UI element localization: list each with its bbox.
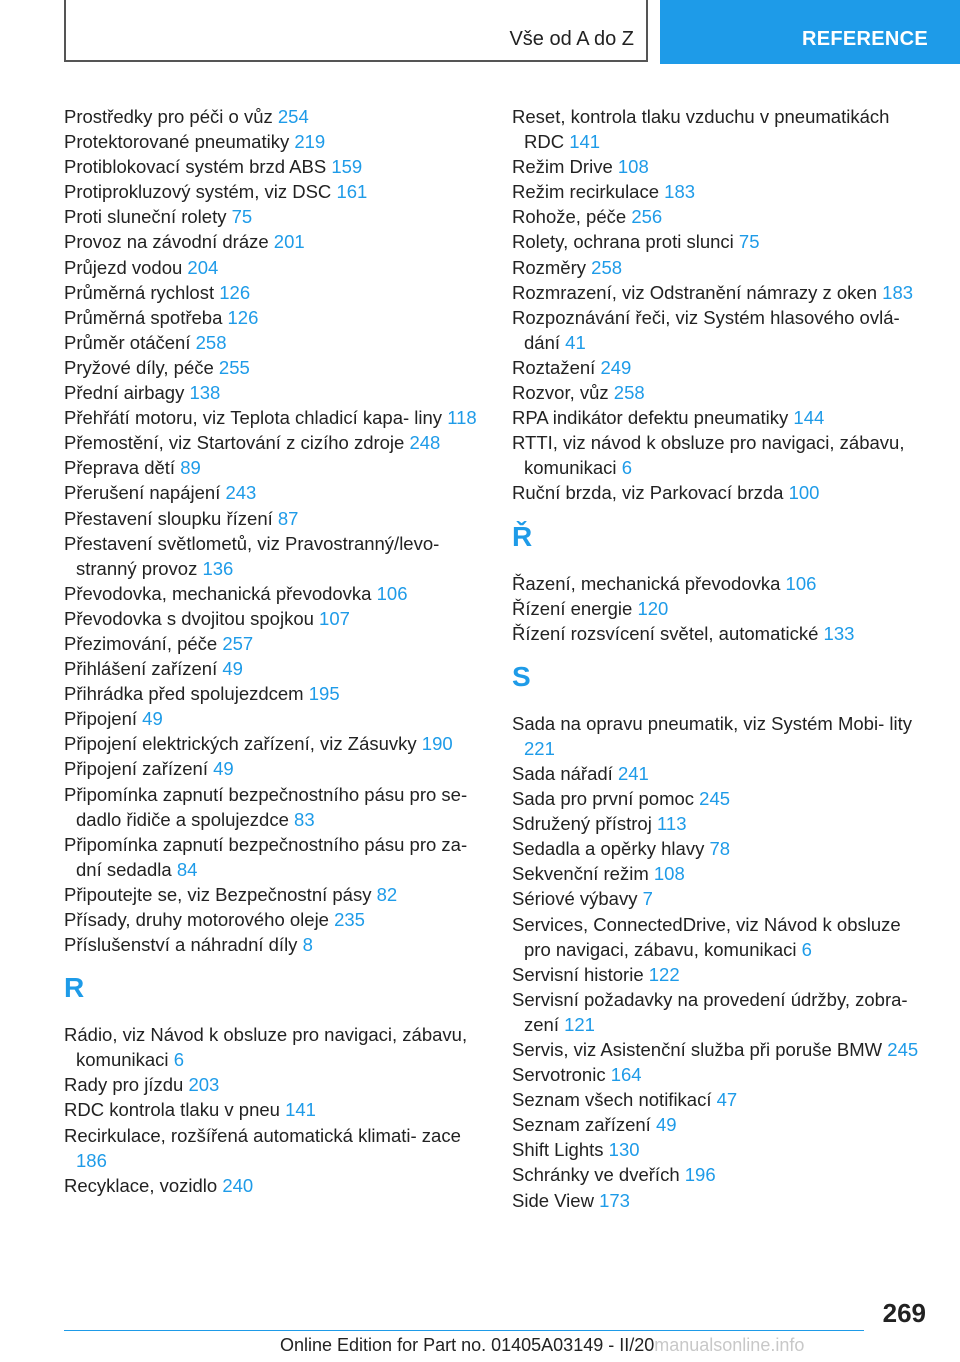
index-page-link[interactable]: 240 bbox=[222, 1174, 254, 1196]
index-entry bbox=[64, 154, 484, 179]
index-entry bbox=[512, 987, 922, 1037]
index-entry bbox=[64, 731, 484, 756]
index-page-link[interactable]: 183 bbox=[882, 281, 914, 303]
index-entry-text: Protiblokovací systém brzd ABS bbox=[64, 156, 327, 178]
index-entry-text: Servisní historie bbox=[512, 963, 644, 985]
page-number: 269 bbox=[882, 1298, 926, 1328]
index-entry-text: Seznam zařízení bbox=[512, 1114, 651, 1136]
index-entry bbox=[512, 204, 922, 229]
index-entry-text: Přezimování, péče bbox=[64, 632, 218, 654]
index-entry bbox=[64, 782, 484, 832]
index-entry-text: Řízení rozsvícení světel, automatické bbox=[512, 622, 819, 644]
index-entry-text: Přihlášení zařízení bbox=[64, 658, 218, 680]
index-entry-text: Servisní požadavky na provedení údržby, zobra‐ zení bbox=[512, 988, 908, 1035]
index-page-link[interactable]: 257 bbox=[222, 632, 254, 654]
index-page-link[interactable]: 49 bbox=[222, 658, 243, 680]
index-entry-text: Připojení bbox=[64, 708, 138, 730]
index-entry-text: Přední airbagy bbox=[64, 382, 185, 404]
index-entry-text: Rádio, viz Návod k obsluze pro navigaci, zábavu, komunikaci bbox=[64, 1024, 468, 1071]
index-page-link[interactable]: 75 bbox=[231, 206, 253, 228]
index-entry bbox=[512, 621, 922, 646]
index-entry bbox=[512, 1062, 922, 1087]
index-entry bbox=[512, 405, 922, 430]
index-letter-heading: S bbox=[512, 660, 531, 692]
index-entry bbox=[64, 280, 484, 305]
index-entry bbox=[64, 832, 484, 882]
index-page-link[interactable]: 106 bbox=[376, 582, 408, 604]
index-entry-text: Převodovka, mechanická převodovka bbox=[64, 582, 372, 604]
index-entry-text: Průměr otáčení bbox=[64, 331, 191, 353]
index-page-link[interactable]: 84 bbox=[176, 858, 198, 880]
index-entry bbox=[512, 280, 922, 305]
index-page-link[interactable]: 255 bbox=[218, 356, 250, 378]
index-entry-text: Proti sluneční rolety bbox=[64, 206, 227, 228]
index-entry-text: Reset, kontrola tlaku vzduchu v pneumatikách RDC bbox=[512, 106, 890, 153]
index-page-link[interactable]: 173 bbox=[599, 1189, 630, 1211]
index-entry bbox=[512, 596, 922, 621]
index-entry-text: Side View bbox=[512, 1189, 594, 1211]
index-entry-text: Připojení elektrických zařízení, viz Zásuvky bbox=[64, 733, 417, 755]
index-column-left bbox=[64, 104, 484, 1198]
index-column-right bbox=[512, 104, 922, 1213]
index-entry-text: Režim Drive bbox=[512, 156, 613, 178]
index-entry bbox=[512, 886, 922, 911]
index-entry-text: Přemostění, viz Startování z cizího zdroje bbox=[64, 432, 405, 454]
index-entry bbox=[512, 1188, 922, 1213]
index-page-link[interactable]: 75 bbox=[738, 231, 760, 253]
index-page-link[interactable]: 89 bbox=[180, 457, 201, 479]
index-page-link[interactable]: 245 bbox=[699, 788, 731, 810]
index-page-link[interactable]: 144 bbox=[793, 407, 825, 429]
index-page-link[interactable]: 6 bbox=[173, 1049, 184, 1071]
index-page-link[interactable]: 254 bbox=[277, 106, 309, 127]
index-entry-text: Shift Lights bbox=[512, 1139, 604, 1161]
index-entry-text: Sériové výbavy bbox=[512, 888, 638, 910]
index-entry-text: Seznam všech notifikací bbox=[512, 1089, 712, 1111]
footer-edition-text: Online Edition for Part no. 01405A03149 - II/20 bbox=[280, 1335, 655, 1355]
index-page-link[interactable]: 6 bbox=[621, 457, 632, 479]
footer-brand-watermark: manualsonline.info bbox=[654, 1335, 805, 1355]
index-entry bbox=[512, 811, 922, 836]
index-entry-text: Režim recirkulace bbox=[512, 181, 660, 203]
index-entry-text: Services, ConnectedDrive, viz Návod k obsluze pro navigaci, zábavu, komunikaci bbox=[512, 913, 901, 960]
index-entry bbox=[64, 104, 484, 129]
index-entry bbox=[512, 1087, 922, 1112]
index-page-link[interactable]: 133 bbox=[823, 622, 855, 644]
index-entry bbox=[512, 912, 922, 962]
index-entry bbox=[64, 480, 484, 505]
index-entry bbox=[64, 455, 484, 480]
index-page-link[interactable]: 190 bbox=[421, 733, 453, 755]
index-entry-text: Rozpoznávání řeči, viz Systém hlasového ovlá‐ dání bbox=[512, 306, 900, 353]
index-page-link[interactable]: 113 bbox=[656, 813, 687, 835]
index-entry-text: Průměrná rychlost bbox=[64, 281, 215, 303]
index-entry-text: Přestavení světlometů, viz Pravostranný/levo‐ stranný provoz bbox=[64, 532, 440, 579]
index-entry-text: Připomínka zapnutí bezpečnostního pásu pro za‐ dní sedadla bbox=[64, 833, 468, 880]
index-page-link[interactable]: 107 bbox=[319, 607, 350, 629]
index-page-link[interactable]: 7 bbox=[642, 888, 653, 910]
reference-tab bbox=[660, 0, 960, 64]
index-entry-text: Přísady, druhy motorového oleje bbox=[64, 909, 329, 930]
index-entry bbox=[64, 581, 484, 606]
index-page-link[interactable]: 121 bbox=[564, 1013, 595, 1035]
index-page-link[interactable]: 78 bbox=[709, 838, 731, 860]
index-letter-heading: Ř bbox=[512, 520, 533, 552]
index-page-link[interactable]: 122 bbox=[648, 963, 680, 985]
index-entry bbox=[512, 480, 922, 505]
index-page-link[interactable]: 141 bbox=[285, 1099, 316, 1121]
index-entry-text: Řízení energie bbox=[512, 597, 633, 619]
page-header bbox=[0, 0, 960, 66]
section-title-box bbox=[64, 0, 648, 62]
index-entry-text: Recyklace, vozidlo bbox=[64, 1174, 218, 1196]
section-title: Vše od A do Z bbox=[509, 28, 634, 50]
index-entry bbox=[64, 681, 484, 706]
index-entry-text: Rozvor, vůz bbox=[512, 382, 609, 404]
index-page-link[interactable]: 118 bbox=[447, 407, 477, 429]
index-entry bbox=[512, 104, 922, 154]
index-page-link[interactable]: 186 bbox=[76, 1149, 107, 1171]
index-entry-text: Přihrádka před spolujezdcem bbox=[64, 683, 304, 705]
index-entry-text: Převodovka s dvojitou spojkou bbox=[64, 607, 314, 629]
index-entry bbox=[512, 1112, 922, 1137]
index-page-link[interactable]: 243 bbox=[225, 482, 257, 504]
index-entry-text: Rolety, ochrana proti slunci bbox=[512, 231, 734, 253]
index-page-link[interactable]: 108 bbox=[617, 156, 649, 178]
index-entry-text: Rozmrazení, viz Odstranění námrazy z oken bbox=[512, 281, 878, 303]
index-entry bbox=[64, 606, 484, 631]
index-page-link[interactable]: 249 bbox=[600, 356, 632, 378]
index-entry-text: Průměrná spotřeba bbox=[64, 306, 223, 328]
index-entry bbox=[64, 506, 484, 531]
index-page-link[interactable]: 126 bbox=[219, 281, 251, 303]
index-entry-text: Připoutejte se, viz Bezpečnostní pásy bbox=[64, 883, 372, 905]
index-entry-text: Recirkulace, rozšířená automatická klimati‐ zace bbox=[64, 1124, 461, 1146]
index-entry bbox=[64, 229, 484, 254]
index-entry-text: Rohože, péče bbox=[512, 206, 627, 228]
index-page-link[interactable]: 126 bbox=[227, 306, 259, 328]
index-entry-text: Přehřátí motoru, viz Teplota chladicí kapa‐ liny bbox=[64, 407, 443, 429]
reference-tab-label: REFERENCE bbox=[802, 28, 929, 50]
footer-divider bbox=[64, 1330, 864, 1331]
index-entry-text: Protiprokluzový systém, viz DSC bbox=[64, 181, 332, 203]
index-entry-text: Servotronic bbox=[512, 1064, 606, 1086]
index-entry bbox=[512, 786, 922, 811]
index-page-link[interactable]: 82 bbox=[376, 883, 398, 905]
index-entry-text: Průjezd vodou bbox=[64, 256, 183, 278]
index-entry-text: Servis, viz Asistenční služba při poruše BMW bbox=[512, 1039, 883, 1060]
index-page-link[interactable]: 159 bbox=[331, 156, 363, 178]
index-page-link[interactable]: 258 bbox=[591, 256, 623, 278]
index-entry-text: Připojení zařízení bbox=[64, 758, 208, 780]
index-entry bbox=[512, 380, 922, 405]
index-page-link[interactable]: 130 bbox=[608, 1139, 640, 1161]
index-page-link[interactable]: 108 bbox=[653, 863, 685, 885]
index-page-link[interactable]: 203 bbox=[188, 1074, 220, 1096]
index-entry bbox=[512, 355, 922, 380]
index-entry bbox=[64, 932, 484, 957]
index-entry bbox=[512, 761, 922, 786]
index-entry-text: Sada nářadí bbox=[512, 762, 613, 784]
index-entry-text: Sekvenční režim bbox=[512, 863, 649, 885]
index-page-link[interactable]: 83 bbox=[294, 808, 315, 830]
index-page-link[interactable]: 258 bbox=[195, 331, 227, 353]
index-entry bbox=[64, 756, 484, 781]
index-entry bbox=[64, 531, 484, 581]
index-entry bbox=[64, 405, 484, 430]
index-entry bbox=[64, 1173, 484, 1198]
index-entry-text: Ruční brzda, viz Parkovací brzda bbox=[512, 482, 784, 504]
index-entry-text: Rady pro jízdu bbox=[64, 1074, 184, 1096]
index-page-link[interactable]: 100 bbox=[788, 482, 820, 504]
index-page-link[interactable]: 47 bbox=[716, 1089, 738, 1111]
index-page-link[interactable]: 235 bbox=[334, 909, 365, 930]
index-entry-text: Provoz na závodní dráze bbox=[64, 231, 269, 253]
index-entry bbox=[64, 204, 484, 229]
index-entry bbox=[64, 882, 484, 907]
index-entry bbox=[512, 154, 922, 179]
index-entry-text: Připomínka zapnutí bezpečnostního pásu pro se‐ dadlo řidiče a spolujezdce bbox=[64, 783, 468, 830]
index-page-link[interactable]: 258 bbox=[613, 382, 645, 404]
index-entry bbox=[64, 1097, 484, 1122]
index-page-link[interactable]: 183 bbox=[664, 181, 696, 203]
index-page-link[interactable]: 141 bbox=[569, 131, 601, 153]
index-page-link[interactable]: 49 bbox=[213, 758, 234, 780]
index-entry-text: Schránky ve dveřích bbox=[512, 1164, 680, 1186]
index-entry bbox=[512, 861, 922, 886]
index-page-link[interactable]: 87 bbox=[277, 507, 299, 529]
index-entry bbox=[512, 1162, 922, 1187]
index-entry-text: Sada pro první pomoc bbox=[512, 788, 695, 810]
index-entry bbox=[512, 179, 922, 204]
index-entry-text: Přeprava dětí bbox=[64, 457, 176, 479]
index-page-link[interactable]: 204 bbox=[187, 256, 219, 278]
index-entry bbox=[512, 571, 922, 596]
index-entry bbox=[64, 380, 484, 405]
index-page-link[interactable]: 196 bbox=[684, 1164, 716, 1186]
index-entry bbox=[64, 305, 484, 330]
index-page-link[interactable]: 219 bbox=[294, 131, 326, 153]
index-entry bbox=[64, 255, 484, 280]
index-page-link[interactable]: 8 bbox=[302, 934, 313, 956]
index-entry-text: Sedadla a opěrky hlavy bbox=[512, 838, 705, 860]
index-entry bbox=[512, 229, 922, 254]
footer-edition bbox=[280, 1335, 804, 1356]
index-page-link[interactable]: 136 bbox=[202, 557, 234, 579]
index-entry bbox=[64, 1072, 484, 1097]
index-entry bbox=[512, 255, 922, 280]
index-entry bbox=[64, 1123, 484, 1173]
index-entry-text: Roztažení bbox=[512, 356, 596, 378]
index-entry bbox=[512, 962, 922, 987]
index-page-link[interactable]: 106 bbox=[785, 572, 817, 594]
index-entry-text: Řazení, mechanická převodovka bbox=[512, 572, 781, 594]
index-entry bbox=[64, 179, 484, 204]
index-entry-text: Rozměry bbox=[512, 256, 587, 278]
index-page-link[interactable]: 256 bbox=[631, 206, 663, 228]
index-page-link[interactable]: 120 bbox=[637, 597, 669, 619]
index-letter-heading: R bbox=[64, 972, 85, 1004]
index-entry-text: Pryžové díly, péče bbox=[64, 356, 214, 378]
index-entry bbox=[64, 631, 484, 656]
index-entry bbox=[512, 1137, 922, 1162]
index-entry-text: RDC kontrola tlaku v pneu bbox=[64, 1099, 280, 1121]
index-page-link[interactable]: 161 bbox=[336, 181, 368, 203]
index-page-link[interactable]: 241 bbox=[617, 762, 649, 784]
index-entry-text: RPA indikátor defektu pneumatiky bbox=[512, 407, 789, 429]
index-entry-text: Sada na opravu pneumatik, viz Systém Mobi‐ lity bbox=[512, 712, 912, 734]
index-page-link[interactable]: 138 bbox=[189, 382, 221, 404]
index-page-link[interactable]: 245 bbox=[887, 1039, 919, 1060]
index-entry bbox=[64, 355, 484, 380]
index-entry bbox=[64, 907, 484, 932]
index-entry-text: RTTI, viz návod k obsluze pro navigaci, zábavu, komunikaci bbox=[512, 432, 905, 479]
index-page-link[interactable]: 195 bbox=[308, 683, 340, 705]
index-entry bbox=[64, 1022, 484, 1072]
index-page-link[interactable]: 6 bbox=[801, 938, 812, 960]
index-entry-text: Příslušenství a náhradní díly bbox=[64, 934, 298, 956]
index-page-link[interactable]: 221 bbox=[524, 737, 555, 759]
index-entry bbox=[512, 1037, 922, 1062]
index-entry-text: Protektorované pneumatiky bbox=[64, 131, 290, 153]
index-page-link[interactable]: 248 bbox=[409, 432, 441, 454]
index-entry bbox=[64, 129, 484, 154]
index-page-link[interactable]: 164 bbox=[610, 1064, 642, 1086]
index-entry bbox=[512, 305, 922, 355]
index-entry bbox=[64, 706, 484, 731]
index-entry bbox=[512, 430, 922, 480]
index-entry-text: Přerušení napájení bbox=[64, 482, 221, 504]
index-page-link[interactable]: 49 bbox=[142, 708, 163, 730]
index-entry bbox=[512, 711, 922, 761]
index-entry-text: Sdružený přístroj bbox=[512, 813, 652, 835]
index-entry-text: Přestavení sloupku řízení bbox=[64, 507, 273, 529]
index-entry-text: Prostředky pro péči o vůz bbox=[64, 106, 273, 127]
index-entry bbox=[64, 430, 484, 455]
index-entry bbox=[64, 656, 484, 681]
index-entry bbox=[512, 836, 922, 861]
index-page-link[interactable]: 201 bbox=[273, 231, 305, 253]
index-entry bbox=[64, 330, 484, 355]
index-page-link[interactable]: 41 bbox=[565, 331, 586, 353]
index-page-link[interactable]: 49 bbox=[655, 1114, 677, 1136]
